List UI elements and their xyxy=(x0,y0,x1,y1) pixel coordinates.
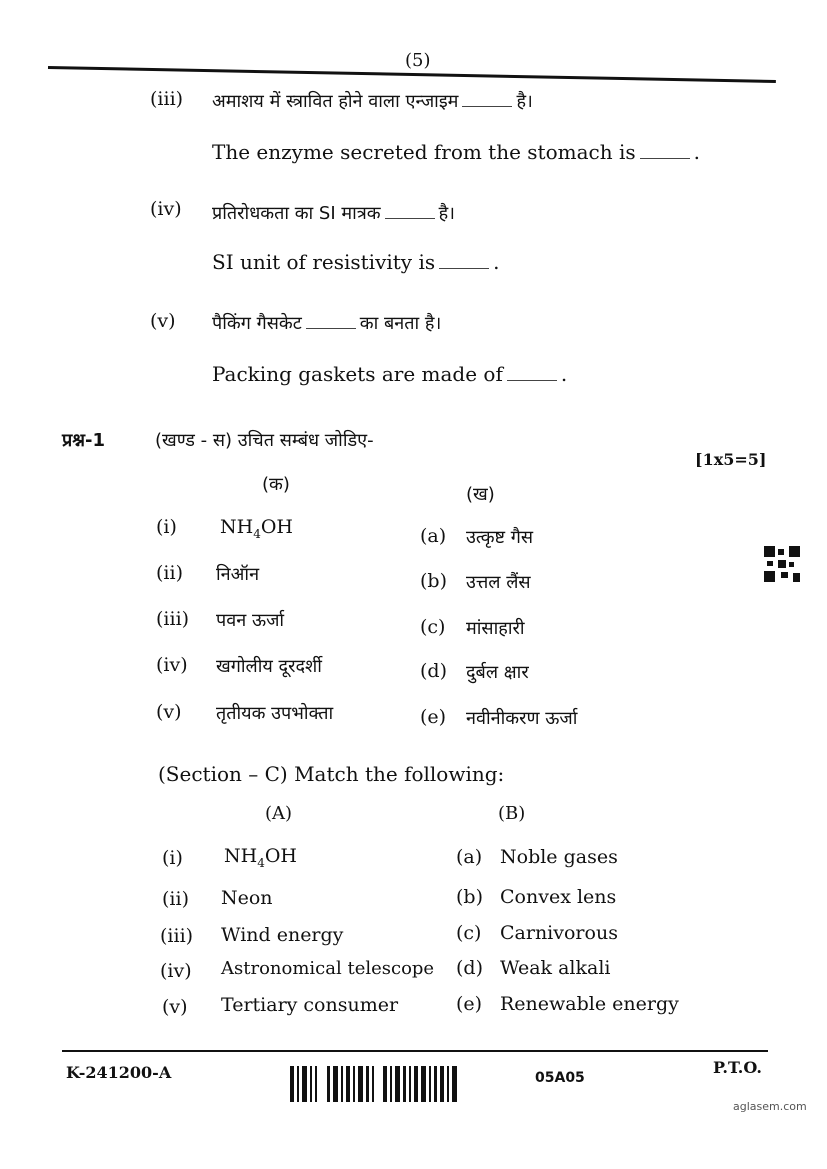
question-english-text: The enzyme secreted from the stomach is xyxy=(212,140,636,164)
qr-code-icon xyxy=(764,546,800,582)
column-b-item: Renewable energy xyxy=(500,993,679,1015)
column-b-item: Convex lens xyxy=(500,886,617,908)
column-b-item: उत्कृष्ट गैस xyxy=(466,527,534,548)
section-english-title: (Section – C) Match the following: xyxy=(158,762,505,786)
answer-blank xyxy=(640,144,690,159)
row-number: (iii) xyxy=(160,925,194,947)
row-number: (ii) xyxy=(156,562,183,584)
item-text-tail: OH xyxy=(260,516,293,538)
question-hindi-suffix: का बनता है। xyxy=(359,313,442,334)
question-english-text: SI unit of resistivity is xyxy=(212,250,436,274)
barcode-icon xyxy=(290,1066,502,1102)
column-b-label: (e) xyxy=(420,706,447,728)
pto-label: P.T.O. xyxy=(713,1058,762,1077)
column-b-item: मांसाहारी xyxy=(466,618,525,639)
question-hindi-text: पैकिंग गैसकेट xyxy=(212,313,302,334)
row-number: (iii) xyxy=(156,608,190,630)
question-label: प्रश्न-1 xyxy=(62,430,105,451)
answer-blank xyxy=(507,366,557,381)
question-english-suffix: . xyxy=(493,250,500,274)
row-number: (v) xyxy=(162,996,188,1018)
section-hindi-title: (खण्ड - स) उचित सम्बंध जोडिए- xyxy=(155,430,374,451)
question-hindi-suffix: है। xyxy=(438,203,455,224)
column-a-item xyxy=(220,516,293,541)
question-number: (iv) xyxy=(150,198,182,220)
column-b-label: (c) xyxy=(420,616,446,638)
column-a-item: Astronomical telescope xyxy=(221,958,435,979)
hindi-column-b-heading: (ख) xyxy=(466,484,495,505)
item-text: NH xyxy=(220,516,254,538)
column-a-item: तृतीयक उपभोक्ता xyxy=(216,703,334,724)
column-b-label: (c) xyxy=(456,922,482,944)
row-number: (v) xyxy=(156,701,182,723)
page-number: (5) xyxy=(405,50,431,71)
question-english xyxy=(212,250,499,274)
question-number: (iii) xyxy=(150,88,184,110)
question-hindi xyxy=(212,89,533,113)
question-english-suffix: . xyxy=(693,140,700,164)
hindi-column-a-heading: (क) xyxy=(262,474,290,495)
column-b-item: नवीनीकरण ऊर्जा xyxy=(466,708,578,729)
column-b-item: Weak alkali xyxy=(500,957,611,979)
column-a-item: Tertiary consumer xyxy=(221,994,399,1016)
item-subscript: 4 xyxy=(253,526,261,541)
question-english xyxy=(212,140,700,164)
column-b-item: दुर्बल क्षार xyxy=(466,662,529,683)
column-b-label: (a) xyxy=(420,525,447,547)
watermark: aglasem.com xyxy=(733,1100,807,1113)
barcode-text: 05A05 xyxy=(535,1070,585,1086)
column-a-item xyxy=(224,845,297,870)
item-text: NH xyxy=(224,845,258,867)
column-a-item: खगोलीय दूरदर्शी xyxy=(216,656,322,677)
row-number: (ii) xyxy=(162,888,189,910)
column-b-label: (d) xyxy=(420,660,447,682)
question-english-suffix: . xyxy=(560,362,568,386)
english-column-b-heading: (B) xyxy=(498,803,526,824)
column-a-item: Wind energy xyxy=(221,924,344,946)
row-number: (iv) xyxy=(160,960,192,982)
item-subscript: 4 xyxy=(257,855,265,870)
column-b-item: Noble gases xyxy=(500,846,618,868)
column-b-item: उत्तल लैंस xyxy=(466,572,531,593)
column-b-label: (a) xyxy=(456,846,483,868)
question-english-text: Packing gaskets are made of xyxy=(212,362,503,386)
question-hindi-text: अमाशय में स्त्रावित होने वाला एन्जाइम xyxy=(212,91,459,112)
question-number: (v) xyxy=(150,310,176,332)
column-b-item: Carnivorous xyxy=(500,922,618,944)
row-number: (iv) xyxy=(156,654,188,676)
row-number: (i) xyxy=(162,847,183,869)
column-a-item: निऑन xyxy=(216,564,260,585)
column-b-label: (e) xyxy=(456,993,483,1015)
question-hindi-text: प्रतिरोधकता का SI मात्रक xyxy=(212,203,381,224)
question-hindi-suffix: है। xyxy=(516,91,533,112)
answer-blank xyxy=(385,204,435,219)
paper-code: K-241200-A xyxy=(66,1063,172,1082)
question-hindi xyxy=(212,311,441,335)
column-b-label: (d) xyxy=(456,957,483,979)
column-b-label: (b) xyxy=(456,886,483,908)
footer-rule xyxy=(62,1050,768,1052)
answer-blank xyxy=(439,254,489,269)
marks-label: [1x5=5] xyxy=(695,450,767,469)
english-column-a-heading: (A) xyxy=(265,803,293,824)
row-number: (i) xyxy=(156,516,177,538)
answer-blank xyxy=(306,314,356,329)
item-text-tail: OH xyxy=(264,845,297,867)
question-hindi xyxy=(212,201,455,225)
column-a-item: पवन ऊर्जा xyxy=(216,610,285,631)
column-a-item: Neon xyxy=(221,887,273,909)
answer-blank xyxy=(462,92,512,107)
question-english xyxy=(212,362,567,386)
column-b-label: (b) xyxy=(420,570,447,592)
